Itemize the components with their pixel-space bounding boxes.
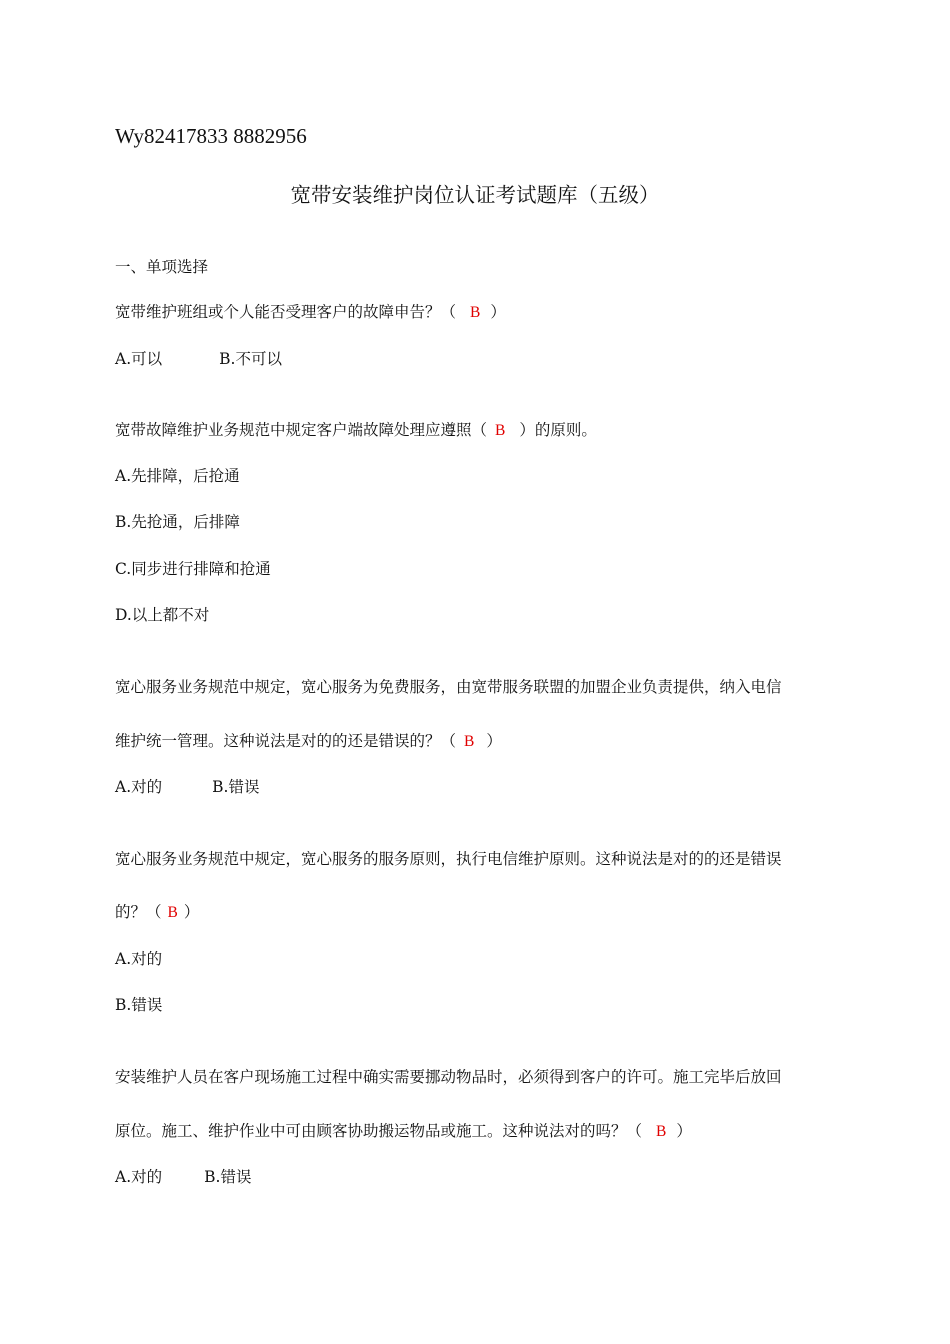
question-2-close: ）的原则。 xyxy=(519,421,597,439)
question-5-answer: B xyxy=(656,1123,667,1140)
question-5-stem-line-2 xyxy=(115,1120,692,1143)
question-2-option-a: A.先排障，后抢通 xyxy=(115,467,240,485)
document-title: 宽带安装维护岗位认证考试题库（五级） xyxy=(290,183,660,207)
question-5-option-b: B.错误 xyxy=(204,1168,252,1186)
question-1-option-a: A.可以 xyxy=(115,350,163,368)
question-3-option-b: B.错误 xyxy=(212,778,260,796)
question-3-option-a: A.对的 xyxy=(115,778,163,796)
question-3-stem-line-2 xyxy=(115,730,502,753)
question-3-options xyxy=(115,776,259,798)
question-2-option-b: B.先抢通，后排障 xyxy=(115,513,240,531)
question-5-stem-line-1: 安装维护人员在客户现场施工过程中确实需要挪动物品时，必须得到客户的许可。施工完毕后放回 xyxy=(115,1068,782,1086)
question-3-answer: B xyxy=(464,733,475,750)
question-4-text: 的？（ xyxy=(115,903,162,921)
section-heading: 一、单项选择 xyxy=(115,258,209,276)
question-1-close: ） xyxy=(490,303,506,321)
question-4-option-a: A.对的 xyxy=(115,950,163,968)
question-5-close: ） xyxy=(676,1122,692,1140)
question-4-close: ） xyxy=(183,903,200,921)
question-2-option-d: D.以上都不对 xyxy=(115,606,210,624)
question-2-text: 宽带故障维护业务规范中规定客户端故障处理应遵照（ xyxy=(115,421,488,439)
question-1-answer: B xyxy=(470,304,481,321)
question-4-stem-line-1: 宽心服务业务规范中规定，宽心服务的服务原则，执行电信维护原则。这种说法是对的的还是错误 xyxy=(115,850,782,868)
question-2-option-c: C.同步进行排障和抢通 xyxy=(115,560,271,578)
question-1-options xyxy=(115,348,282,370)
question-4-option-b: B.错误 xyxy=(115,996,163,1014)
question-3-text: 维护统一管理。这种说法是对的的还是错误的？（ xyxy=(115,732,457,750)
question-3-close: ） xyxy=(486,732,502,750)
question-5-option-a: A.对的 xyxy=(115,1168,163,1186)
question-3-stem-line-1: 宽心服务业务规范中规定，宽心服务为免费服务，由宽带服务联盟的加盟企业负责提供，纳入电信 xyxy=(115,678,782,696)
question-1-text: 宽带维护班组或个人能否受理客户的故障申告？（ xyxy=(115,303,457,321)
question-4-answer: B xyxy=(167,904,178,921)
question-5-options xyxy=(115,1166,251,1188)
question-5-text: 原位。施工、维护作业中可由顾客协助搬运物品或施工。这种说法对的吗？（ xyxy=(115,1122,643,1140)
question-1-stem xyxy=(115,301,506,324)
document-code: Wy82417833 8882956 xyxy=(115,124,307,148)
question-2-stem xyxy=(115,419,597,442)
question-4-stem-line-2 xyxy=(115,901,199,924)
question-1-option-b: B.不可以 xyxy=(219,350,282,368)
question-2-answer: B xyxy=(495,422,506,439)
